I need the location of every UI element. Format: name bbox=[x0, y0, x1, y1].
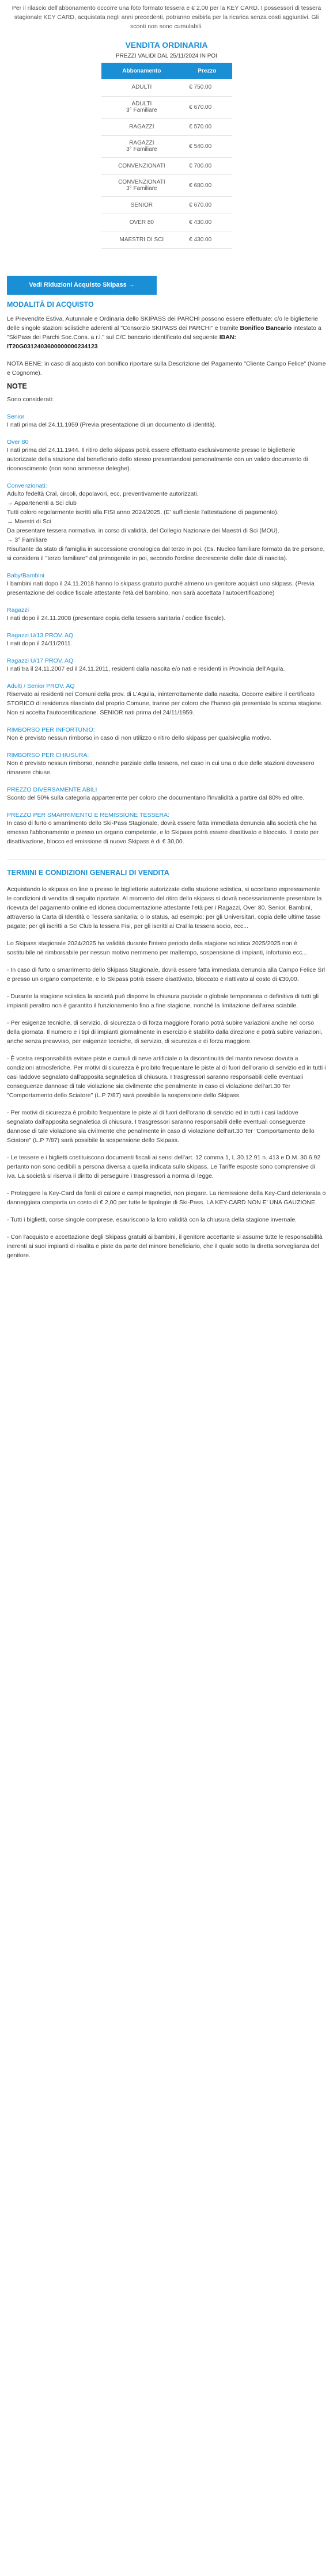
notes-intro: Sono considerati: bbox=[7, 395, 54, 403]
price-category bbox=[101, 96, 183, 118]
rates-validity: PREZZI VALIDI DAL 25/11/2024 IN POI bbox=[115, 53, 217, 59]
note-title: Senior bbox=[7, 413, 25, 420]
price-row bbox=[101, 79, 232, 96]
price-row bbox=[101, 196, 232, 214]
price-table-header bbox=[101, 63, 232, 79]
terms-paragraph: - Proteggere la Key-Card da fonti di calore e campi magnetici, non piegare. La riemissione della Key-Card deteriorata o danneggiata comporta un costo di € 2,00 per tutte le tipologie di Ski-Pass. LA KEY-CARD NON E' UNA GAUZIONE. bbox=[7, 1189, 326, 1206]
price-row bbox=[101, 214, 232, 231]
price-table bbox=[101, 63, 232, 249]
price-category bbox=[101, 214, 183, 231]
acquisition-title: MODALITÀ DI ACQUISTO bbox=[7, 300, 94, 309]
note-title: Ragazzi bbox=[7, 606, 29, 614]
note-block bbox=[7, 439, 326, 473]
price-value: € 430.00 bbox=[182, 231, 232, 248]
price-value: € 750.00 bbox=[182, 79, 232, 96]
terms-paragraph: - Durante la stagione sciistica la società può disporre la chiusura parziale o globale temporanea o definitiva di tutti gli impianti peraltro non è garantito il funzionamento fino a fine stagione, nonché la limitazione dell'area sciabile. bbox=[7, 992, 319, 1009]
category-sub-label: 3° Familiare bbox=[126, 185, 157, 192]
notes-list bbox=[7, 413, 326, 846]
price-row bbox=[101, 231, 232, 248]
price-category bbox=[101, 79, 183, 96]
price-value: € 430.00 bbox=[182, 214, 232, 231]
note-body: I nati dopo il 24.11.2008 (presentare copia della tessera sanitaria / codice fiscale). bbox=[7, 614, 226, 622]
category-label: RAGAZZI bbox=[129, 140, 154, 146]
price-table-body bbox=[101, 79, 232, 248]
note-block bbox=[7, 632, 326, 648]
price-value: € 540.00 bbox=[182, 135, 232, 157]
price-row bbox=[101, 135, 232, 157]
price-row bbox=[101, 96, 232, 118]
header-subscription: Abbonamento bbox=[101, 63, 183, 79]
terms-paragraph: - Con l'acquisto e accettazione degli Skipass gratuiti ai bambini, il genitore accettante si assume tutte le responsabilità inerenti ai suoi impianti di risalita e piste da parte del minore beneficiario, che il quale sotto la diretta sorveglianza del genitore. bbox=[7, 1233, 323, 1259]
category-label: SENIOR bbox=[130, 201, 153, 208]
terms-paragraph: - Per esigenze tecniche, di servizio, di sicurezza o di forza maggiore l'orario potrà subire variazioni anche nel corso della giornata. Il numero e i tipi di impianti giornalmente in esercizio è stabilito dalla direzione e potrà subire variazioni, anche senza preavviso, per esigenze tecniche, di servizio, di sicurezza e di forza maggiore. bbox=[7, 1019, 323, 1045]
note-body: I nati tra il 24.11.2007 ed il 24.11.2011, residenti dalla nascita e/o nati e residenti in Provincia dell'Aquila. bbox=[7, 665, 285, 672]
category-label: MAESTRI DI SCI bbox=[119, 236, 164, 243]
price-category bbox=[101, 157, 183, 174]
note-title: Baby/Bambini bbox=[7, 572, 44, 579]
note-body: Non è previsto nessun rimborso, neanche parziale della tessera, nel caso in cui una o due delle stazioni dovessero rimanere chiuse. bbox=[7, 759, 315, 776]
price-category bbox=[101, 118, 183, 135]
notes-heading: NOTE bbox=[7, 382, 27, 390]
price-row bbox=[101, 157, 232, 174]
note-block bbox=[7, 607, 326, 623]
discounts-button[interactable]: Vedi Riduzioni Acquisto Skipass → bbox=[7, 276, 157, 295]
note-title: PREZZO PER SMARRIMENTO E REMISSIONE TESSERA: bbox=[7, 811, 169, 819]
note-block bbox=[7, 786, 326, 802]
note-title: Convenzionati: bbox=[7, 482, 47, 489]
acquisition-text-1: Le Prevendite Estiva, Autunnale e Ordinaria dello SKIPASS dei PARCHI possono essere effettuate: c/o le biglietterie delle singole stazioni sciistiche aderenti al "Consorzio SKIPASS dei PARCHI" e tramite bbox=[7, 315, 318, 332]
price-row bbox=[101, 118, 232, 135]
note-title: Ragazzi U/17 PROV. AQ bbox=[7, 657, 74, 664]
bonifico-label: Bonifico Bancario bbox=[240, 324, 292, 332]
header-price: Prezzo bbox=[182, 63, 232, 79]
acquisition-paragraph bbox=[7, 314, 326, 351]
terms-paragraph: - È vostra responsabilità evitare piste e cumuli di neve artificiale o la discontinuità del manto nevoso dovuta a condizioni atmosferiche. Per motivi di sicurezza è proibito frequentare le piste al di fuori dell'orario di servizio ed in tutti i casi laddove segnalato dall'apposita segnaletica di chiusura. I trasgressori saranno responsabili delle eventuali conseguenze dannose di tale violazione sia civilmente che penalmente in caso di violazione dell'art.30 Ter "Comportamento dello Sciatore" (L.P 7/87) sarà possibile la sospensione dello Skipass. bbox=[7, 1055, 326, 1099]
note-block bbox=[7, 683, 326, 717]
terms-list bbox=[7, 885, 326, 1260]
note-body: I nati dopo il 24/11/2011. bbox=[7, 640, 73, 647]
note-body: I bambini nati dopo il 24.11.2018 hanno lo skipass gratuito purché almeno un genitore acquisti uno skipass. (Previa presentazione del codice fiscale attestante l'età del bambino, non sarà accettata l'autocertificazione) bbox=[7, 580, 315, 596]
price-category bbox=[101, 196, 183, 214]
note-body: Non è previsto nessun rimborso in caso di non utilizzo o ritiro dello skipass per qualsivoglia motivo. bbox=[7, 734, 271, 741]
price-category bbox=[101, 174, 183, 196]
price-value: € 680.00 bbox=[182, 174, 232, 196]
note-title: Adulti / Senior PROV. AQ bbox=[7, 682, 75, 690]
price-value: € 670.00 bbox=[182, 196, 232, 214]
category-label: RAGAZZI bbox=[129, 123, 154, 130]
terms-paragraph: - Per motivi di sicurezza è proibito frequentare le piste al di fuori dell'orario di servizio ed in tutti i casi laddove segnalato dall'apposita segnaletica di chiusura. I trasgressori saranno responsabili delle eventuali conseguenze dannose di tale violazione sia civilmente che penalmente in caso di violazione dell'art.30 Ter "Comportamento dello Sciatore" (L.P 7/87) sarà possibile la sospensione dello Skipass. bbox=[7, 1109, 315, 1144]
category-label: ADULTI bbox=[131, 84, 152, 91]
price-value: € 700.00 bbox=[182, 157, 232, 174]
price-category bbox=[101, 135, 183, 157]
note-body: In caso di furto o smarrimento dello Ski-Pass Stagionale, dovrà essere fatta immediata denuncia alla società che ha emesso l'abbonamento e presso un organo competente, e lo Skipass potrà essere disattivato e bloccato. Il costo per disattivazione, blocco ed emissione di nuovo Skipass è di € 30,00. bbox=[7, 819, 319, 845]
note-block bbox=[7, 657, 326, 674]
terms-paragraph: - In caso di furto o smarrimento dello Skipass Stagionale, dovrà essere fatta immediata denuncia alla Campo Felice Srl e presso un organo competente, e lo Skipass potrà essere disattivato, bloccato e riattivato al costo di €30,00. bbox=[7, 966, 326, 983]
acquisition-note: NOTA BENE: in caso di acquisto con bonifico riportare sulla Descrizione del Pagamento "Cliente Campo Felice" (Nome e Cognome). bbox=[7, 360, 326, 376]
terms-paragraph: - Le tessere e i biglietti costituiscono documenti fiscali ai sensi dell'art. 12 comma 1, L.30.12.91 n. 413 e D.M. 30.6.92 pertanto non sono cedibili a persona diversa a quella indicata sullo skipass. Le Tariffe esposte sono comprensive di iva. La società si riserva il diritto di perseguire i trasgressori a norma di legge. bbox=[7, 1154, 321, 1179]
terms-paragraph: Acquistando lo skipass on line o presso le biglietterie autorizzate della stazione sciistica, si accettano espressamente le condizioni di vendita di seguito riportate. Al momento del ritiro dello skipass si dovrà necessariamente presentare la ricevuta del pagamento online ed idonea documentazione attestante l'età per i Ragazzi, Over 80, Senior, Bambini, attraverso la Carta di Identità o Tessera sanitaria; o lo status, ad esempio: per gli Universitari, copia delle ultime tasse pagate; per gli iscritti a Sci Club la tessera Fisi, per gli iscritti ai Cral la tessera socio, ecc... bbox=[7, 885, 322, 930]
note-block bbox=[7, 752, 326, 777]
price-row bbox=[101, 174, 232, 196]
note-body: Sconto del 50% sulla categoria appartenente per coloro che documentano l'invalidità a partire dal 80% ed oltre. bbox=[7, 794, 305, 801]
note-block bbox=[7, 572, 326, 598]
terms-paragraph: - Tutti i biglietti, corse singole comprese, esauriscono la loro validità con la chiusura della stagione invernale. bbox=[7, 1216, 297, 1223]
note-body: Riservato ai residenti nei Comuni della prov. di L'Aquila, ininterrottamente dalla nascita. Occorre esibire il certificato STORICO di residenza rilasciato dal proprio Comune, tranne per coloro che l'hanno già presentato la scorsa stagione. Non si accetta l'autocertificazione. SENIOR nati prima del 24/11/1959. bbox=[7, 690, 323, 716]
price-category bbox=[101, 231, 183, 248]
category-label: CONVENZIONATI bbox=[118, 162, 165, 169]
terms-paragraph: Lo Skipass stagionale 2024/2025 ha validità durante l'intero periodo della stagione sciistica 2025/2025 non è sostituibile né rimborsabile per nessun motivo nemmeno per maltempo, sospensione di impianti, infortunio ecc... bbox=[7, 939, 308, 956]
category-label: CONVENZIONATI bbox=[118, 179, 165, 185]
iban-label: IBAN: IT20G0312403600000000234123 bbox=[7, 333, 236, 350]
page-content bbox=[0, 0, 333, 1260]
terms-title: TERMINI E CONDIZIONI GENERALI DI VENDITA bbox=[7, 868, 169, 877]
note-body: Adulto fedeltà Cral, circoli, dopolavori, ecc, preventivamente autorizzati. → Appartenenti a Sci club Tutti coloro regolarmente iscritti alla FISI anno 2024/2025. (E' sufficiente l'attestazione di pagamento). → Maestri di Sci Da presentare tessera normativa, in corso di validità, del Collegio Nazionale dei Maestri di Sci (MOU). → 3° Familiare Risultante da stato di famiglia in successione cronologica dal terzo in poi. (Es. Nucleo familiare formato da tre persone, si considera il "terzo familiare" dal primogenito in poi, secondo l'ordine decrescente delle date di nascita). bbox=[7, 490, 325, 562]
price-value: € 670.00 bbox=[182, 96, 232, 118]
note-block bbox=[7, 482, 326, 563]
intro-text: Per il rilascio dell'abbonamento occorre una foto formato tessera e € 2,00 per la KEY CARD. I possessori di tessera stagionale KEY CARD, acquistata negli anni precedenti, potranno esibirla per la ricarica senza costi aggiuntivi. Gli sconti non sono cumulabili. bbox=[12, 5, 321, 30]
note-block bbox=[7, 812, 326, 846]
note-title: Ragazzi U/13 PROV. AQ bbox=[7, 631, 74, 639]
note-title: RIMBORSO PER INFORTUNIO: bbox=[7, 726, 95, 733]
category-sub-label: 3° Familiare bbox=[126, 107, 157, 113]
note-block bbox=[7, 726, 326, 743]
note-title: PREZZO DIVERSAMENTE ABILI bbox=[7, 786, 97, 793]
rates-title: VENDITA ORDINARIA bbox=[125, 40, 208, 50]
note-block bbox=[7, 413, 326, 429]
price-value: € 570.00 bbox=[182, 118, 232, 135]
category-label: OVER 80 bbox=[129, 219, 154, 226]
note-body: I nati prima del 24.11.1959 (Previa presentazione di un documento di identità). bbox=[7, 421, 217, 428]
category-sub-label: 3° Familiare bbox=[126, 146, 157, 153]
note-title: RIMBORSO PER CHIUSURA: bbox=[7, 751, 89, 759]
category-label: ADULTI bbox=[131, 101, 152, 107]
note-title: Over 80 bbox=[7, 438, 29, 446]
acquisition-text-2: intestato a "SkiPass dei Parchi Soc.Cons. a r.l." sul C/C bancario identificato dal seguente bbox=[7, 324, 321, 341]
note-body: I nati prima del 24.11.1944. Il ritiro dello skipass potrà essere effettuato esclusivamente presso le biglietterie autorizzate della stazione dal beneficiario dello stesso presentandosi personalmente con un valido documento di riconoscimento (non sono ammesse deleghe). bbox=[7, 446, 308, 472]
